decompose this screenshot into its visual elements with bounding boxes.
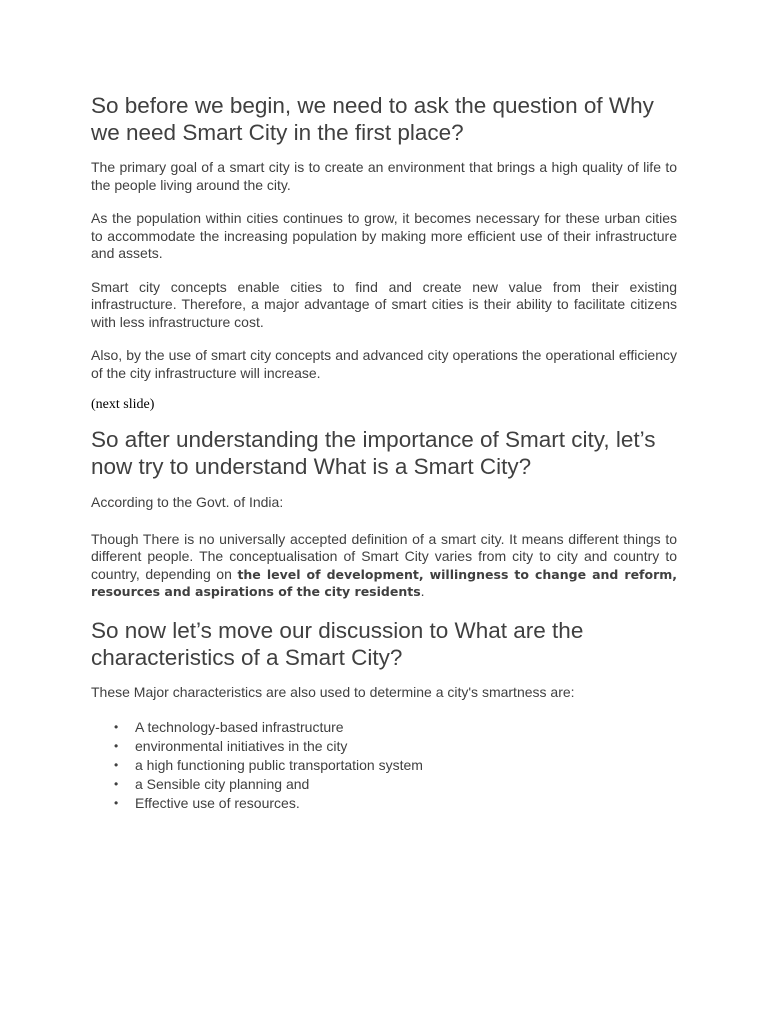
section-heading-why-smart-city: So before we begin, we need to ask the question of Why we need Smart City in the first place? — [91, 93, 654, 145]
definition-end: . — [420, 583, 425, 599]
paragraph-definition — [91, 531, 677, 601]
paragraph-govt-of-india: According to the Govt. of India: — [91, 494, 284, 510]
paragraph-characteristics-intro: These Major characteristics are also used to determine a city's smartness are: — [91, 683, 575, 700]
bullet-icon: • — [114, 739, 119, 753]
list-item-text: a high functioning public transportation system — [135, 757, 423, 773]
section-heading-characteristics: So now let’s move our discussion to What are the characteristics of a Smart City? — [91, 617, 584, 670]
paragraph-smart-city-concepts: Smart city concepts enable cities to find and create new value from their existing infrastructure. Therefore, a major advantage of smart cities is their ability to facilitate citizens with less infrastructure cost. — [91, 278, 677, 330]
list-item — [114, 756, 677, 775]
definition-emphasis: the level of development, willingness to change and reform, resources and aspirations of the city residents — [91, 566, 678, 599]
document-page — [91, 92, 677, 813]
list-item-text: Effective use of resources. — [135, 795, 300, 811]
paragraph-primary-goal: The primary goal of a smart city is to create an environment that brings a high quality of life to the people living around the city. — [91, 159, 677, 193]
list-item — [114, 718, 677, 737]
paragraph-population-growth: As the population within cities continues to grow, it becomes necessary for these urban cities to accommodate the increasing population by making more efficient use of their infrastructure and assets. — [91, 210, 677, 261]
list-item-text: a Sensible city planning and — [135, 776, 310, 792]
list-item — [114, 737, 677, 756]
bullet-icon: • — [114, 720, 119, 734]
definition-text: Though There is no universally accepted definition of a smart city. It means different things to different people. The conceptualisation of Smart City varies from city to city and country to country, depending on — [91, 530, 677, 582]
bullet-icon: • — [114, 777, 119, 791]
list-item — [114, 775, 677, 794]
characteristics-list — [91, 718, 677, 813]
bullet-icon: • — [114, 796, 119, 810]
list-item-text: A technology-based infrastructure — [135, 719, 344, 735]
next-slide-note: (next slide) — [91, 397, 155, 412]
list-item-text: environmental initiatives in the city — [135, 738, 348, 754]
section-heading-what-is-smart-city: So after understanding the importance of Smart city, let’s now try to understand What is a Smart City? — [91, 427, 656, 479]
list-item — [114, 794, 677, 813]
paragraph-operational-efficiency: Also, by the use of smart city concepts and advanced city operations the operational efficiency of the city infrastructure will increase. — [91, 347, 677, 381]
bullet-icon: • — [114, 758, 119, 772]
